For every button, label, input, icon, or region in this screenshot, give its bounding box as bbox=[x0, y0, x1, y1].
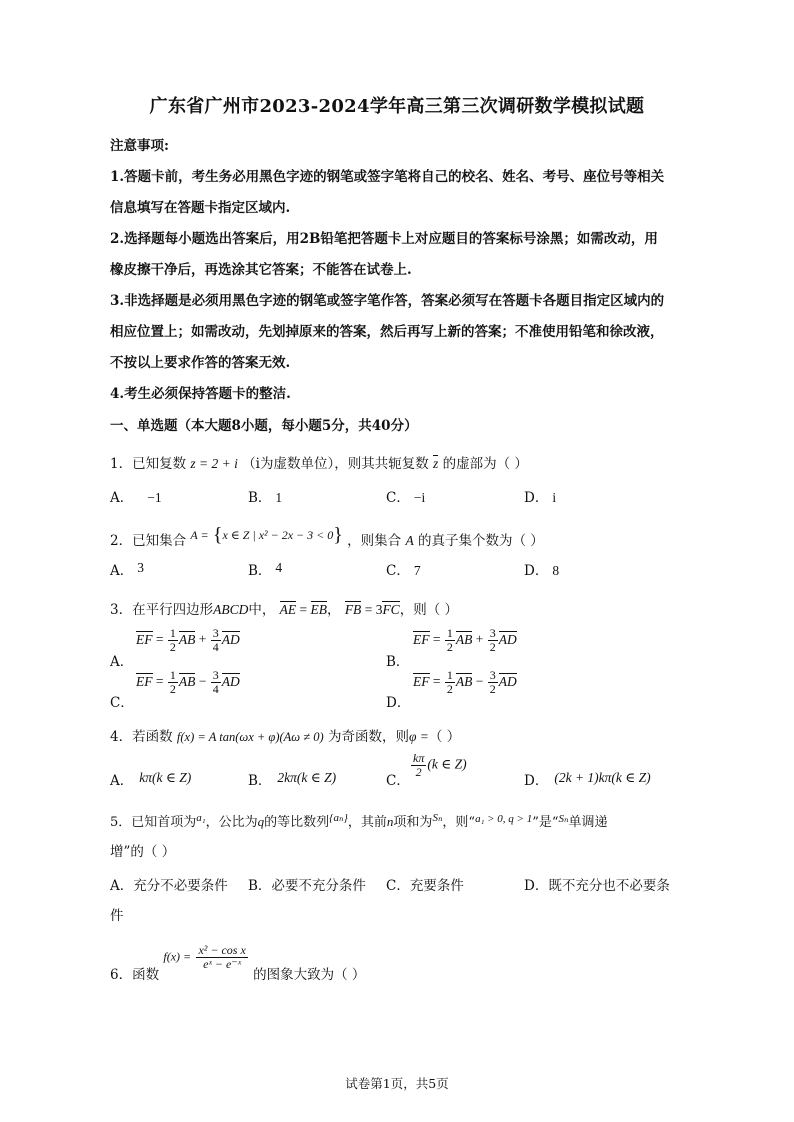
q2-var: A bbox=[405, 533, 414, 548]
notice-line: 相应位置上；如需改动，先划掉原来的答案，然后再写上新的答案；不准使用铅笔和徐改液， bbox=[110, 324, 664, 340]
q5-option-c[interactable]: C．充要条件 bbox=[386, 878, 464, 894]
q2-option-c[interactable]: C． 7 bbox=[386, 563, 421, 579]
q1-expr: z = 2 + i bbox=[190, 456, 238, 471]
notice-line: 4.考生必须保持答题卡的整洁. bbox=[110, 386, 291, 402]
section-heading: 一、单选题（本大题8小题，每小题5分，共40分） bbox=[110, 418, 418, 434]
question-5: 5．已知首项为$^{a_1}$，公比为q的等比数列$^{\{a_n\}}$，其前n项和为$^{S_n}$，则“$^{a_1 > 0, q > 1}$”是“$^{S_n}$单调递 bbox=[110, 812, 608, 830]
q5-option-d[interactable]: D．既不充分也不必要条 bbox=[524, 878, 670, 894]
q2-option-a[interactable]: A． 3 bbox=[110, 560, 144, 579]
q3-option-d[interactable]: EF = $\frac{1}{2}$ AB − $\frac{3}{2}$ AD bbox=[413, 668, 517, 696]
q3-option-c[interactable]: EF = $\frac{1}{2}$ AB − $\frac{3}{4}$ AD bbox=[136, 668, 240, 696]
q2-option-d[interactable]: D． 8 bbox=[524, 563, 560, 579]
notice-line: 不按以上要求作答的答案无效. bbox=[110, 355, 291, 371]
page-footer: 试卷第1页，共5页 bbox=[345, 1076, 449, 1091]
q2-set-body: x ∈ Z | x² − 2x − 3 < 0 bbox=[222, 528, 334, 542]
q1-mid: （i为虚数单位），则其共轭复数 bbox=[242, 456, 429, 472]
q4-var: φ = bbox=[408, 729, 429, 744]
q5-option-d-wrap: 件 bbox=[110, 908, 124, 924]
q3-option-a[interactable]: EF = $\frac{1}{2}$ AB + $\frac{3}{4}$ AD bbox=[136, 626, 240, 654]
page-title: 广东省广州市2023-2024学年高三第三次调研数学模拟试题 bbox=[149, 96, 645, 117]
q4-func: f(x) = A tan(ωx + φ)(Aω ≠ 0) bbox=[176, 730, 324, 744]
question-3: 3．在平行四边形ABCD中， AE = EB， FB = 3FC，则（ ） bbox=[110, 602, 458, 618]
q1-post: 的虚部为（ ） bbox=[442, 456, 528, 472]
q3-option-b[interactable]: EF = $\frac{1}{2}$ AB + $\frac{3}{2}$ AD bbox=[413, 626, 517, 654]
q3-label-b[interactable]: B． bbox=[386, 654, 410, 670]
q4-option-b[interactable]: B． 2kπ(k ∈ Z) bbox=[248, 770, 337, 789]
q1-pre: 1．已知复数 bbox=[110, 456, 187, 472]
q3-label-c[interactable]: C． bbox=[110, 695, 134, 711]
q5-option-b[interactable]: B．必要不充分条件 bbox=[248, 878, 366, 894]
question-5-cont: 增”的（ ） bbox=[110, 844, 176, 860]
q1-option-c[interactable]: C． −i bbox=[386, 490, 426, 506]
q1-option-a[interactable]: A． −1 bbox=[110, 490, 162, 506]
q3-label-d[interactable]: D． bbox=[386, 695, 411, 711]
q4-option-c-label[interactable]: C． bbox=[386, 773, 410, 789]
notice-line: 2.选择题每小题选出答案后，用2B铅笔把答题卡上对应题目的答案标号涂黑；如需改动，用 bbox=[110, 231, 658, 247]
q1-option-d[interactable]: D． i bbox=[524, 490, 557, 506]
notice-line: 3.非选择题是必须用黑色字迹的钢笔或签字笔作答，答案必须写在答题卡各题目指定区域内的 bbox=[110, 293, 665, 309]
q1-conjugate: z bbox=[433, 456, 439, 471]
notice-line: 1.答题卡前，考生务必用黑色字迹的钢笔或签字笔将自己的校名、姓名、考号、座位号等相关 bbox=[110, 169, 665, 185]
q5-option-a[interactable]: A．充分不必要条件 bbox=[110, 878, 228, 894]
question-6: 6．函数 f(x) = $\frac{\text{x² − cos x}}{\text{eˣ − e⁻ˣ}}$ 的图象大致为（ ） bbox=[110, 943, 366, 983]
notice-line: 信息填写在答题卡指定区域内. bbox=[110, 200, 291, 216]
question-4: 4．若函数 f(x) = A tan(ωx + φ)(Aω ≠ 0) 为奇函数，则φ =（ ） bbox=[110, 729, 461, 745]
q4-option-d[interactable]: D． (2k + 1)kπ(k ∈ Z) bbox=[524, 770, 651, 789]
notice-line: 橡皮擦干净后，再选涂其它答案；不能答在试卷上. bbox=[110, 262, 412, 278]
q2-pre: 2．已知集合 bbox=[110, 533, 187, 549]
q4-option-a[interactable]: A． kπ(k ∈ Z) bbox=[110, 770, 192, 789]
q2-mid: ，则集合 bbox=[347, 533, 402, 549]
q1-option-b[interactable]: B． 1 bbox=[248, 490, 283, 506]
q3-shape: ABCD bbox=[213, 602, 249, 617]
q2-option-b[interactable]: B． 4 bbox=[248, 560, 283, 579]
q4-option-c[interactable]: $\frac{k\pi}{2}$ (k ∈ Z) bbox=[413, 751, 467, 779]
question-2: 2．已知集合 A = {x ∈ Z | x² − 2x − 3 < 0} ，则集合 A 的真子集个数为（ ） bbox=[110, 524, 544, 549]
q2-post: 的真子集个数为（ ） bbox=[418, 533, 544, 549]
q3-label-a[interactable]: A． bbox=[110, 654, 134, 670]
question-1 bbox=[110, 452, 528, 472]
notice-heading: 注意事项: bbox=[110, 138, 169, 154]
q2-set-lhs: A = bbox=[190, 528, 209, 542]
